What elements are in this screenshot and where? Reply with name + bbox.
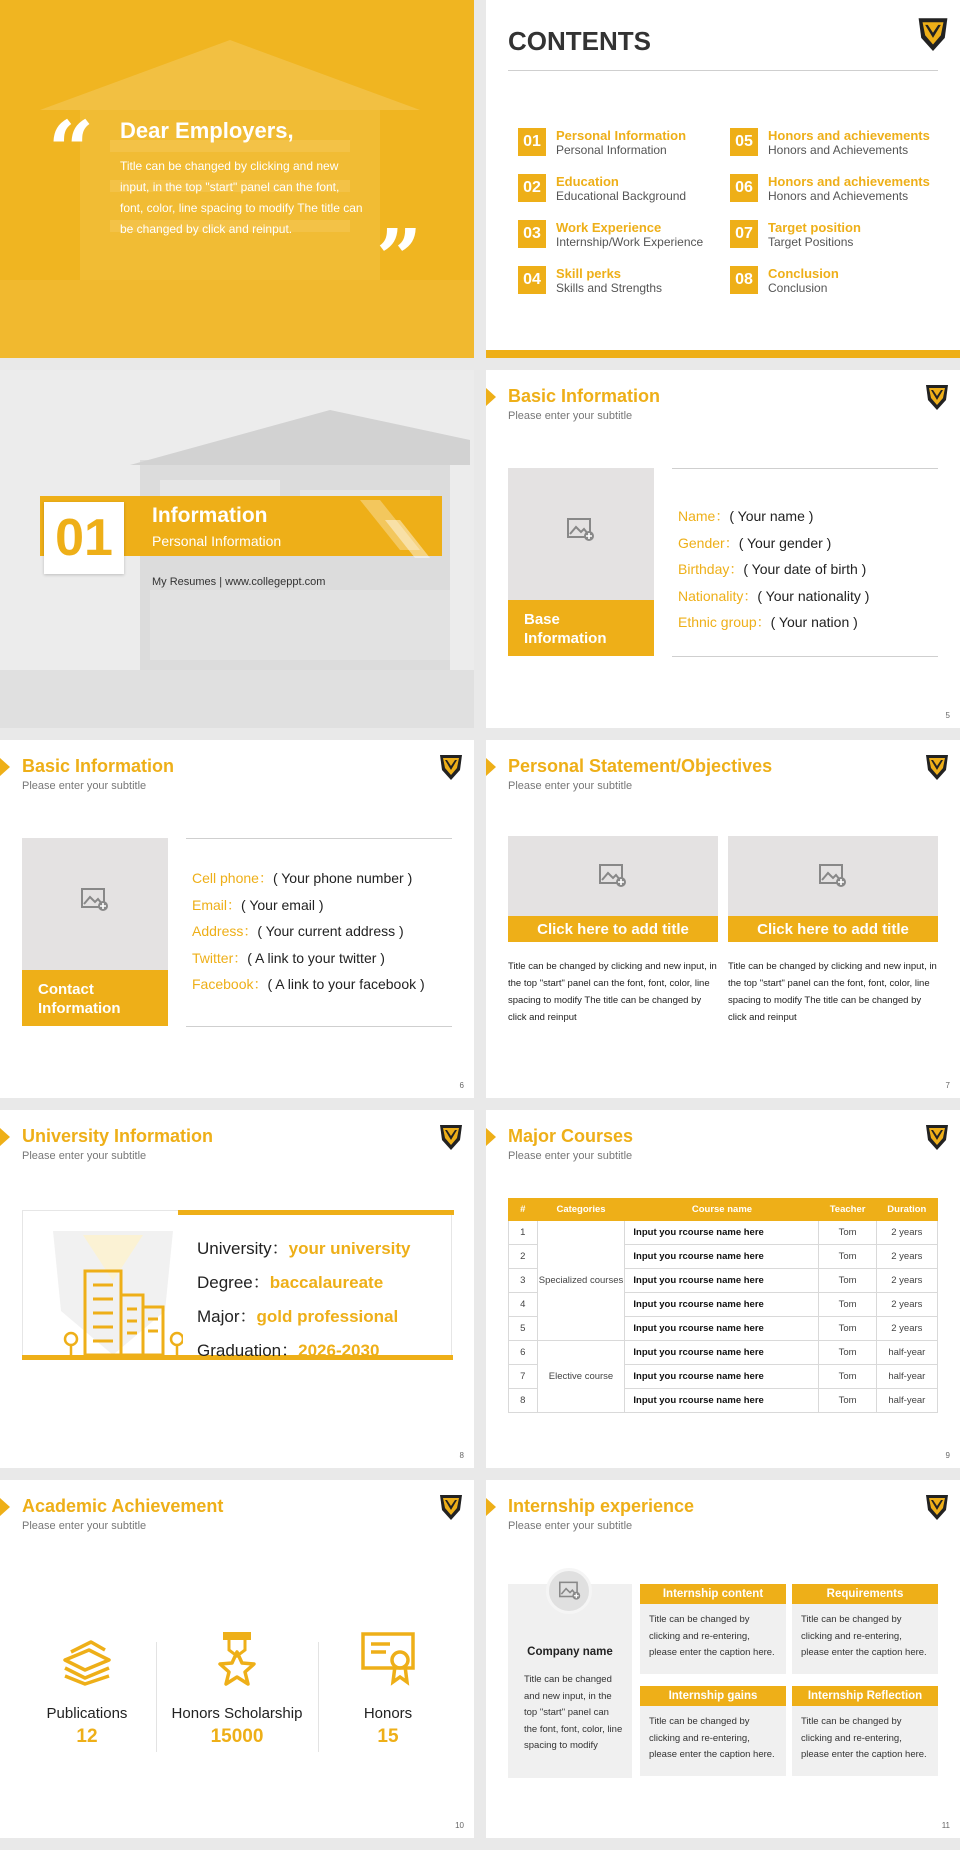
slide-section[interactable] — [0, 370, 474, 728]
contents-divider — [508, 70, 938, 71]
box-text: Title can be changed by clicking and re-entering, please enter the caption here. — [801, 1716, 927, 1760]
statement-text: Title can be changed by clicking and new input, in the top "start" panel can the font, font, color, line spacing to modify The title can be changed by click and reinput — [728, 961, 937, 1023]
image-add-icon — [819, 864, 847, 888]
contents-item-subtitle: Skills and Strengths — [556, 281, 663, 295]
achievement-item — [313, 1630, 463, 1748]
open-quote-icon: “ — [48, 103, 95, 197]
info-row — [192, 921, 404, 941]
contents-item-subtitle: Honors and Achievements — [768, 189, 909, 203]
title-marker — [486, 1498, 496, 1516]
contents-item-title: Personal Information — [556, 128, 687, 143]
university-row — [197, 1234, 411, 1259]
shield-logo-icon — [924, 1492, 950, 1522]
info-value: ( A link to your facebook ) — [267, 976, 425, 992]
slide-title: Internship experience — [508, 1496, 695, 1516]
table-row — [509, 1221, 938, 1245]
row-number: 8 — [509, 1389, 538, 1413]
page-number: 7 — [945, 1081, 950, 1090]
page-number: 11 — [941, 1821, 950, 1830]
contents-item[interactable] — [518, 172, 728, 208]
contents-title: CONTENTS — [508, 26, 651, 56]
contents-item-subtitle: Target Positions — [768, 235, 854, 249]
slide-basic-info[interactable] — [486, 370, 960, 728]
stripe-decoration-icon — [360, 500, 440, 560]
box-text: Title can be changed by clicking and re-entering, please enter the caption here. — [649, 1716, 775, 1760]
add-title-button[interactable]: Click here to add title — [508, 916, 718, 942]
contents-item-title: Honors and achievements — [768, 174, 930, 189]
contents-bottom-bar — [486, 350, 960, 358]
table-row — [509, 1341, 938, 1365]
box-text: Title can be changed by clicking and re-entering, please enter the caption here. — [801, 1614, 927, 1658]
statement-column — [728, 836, 938, 1026]
box-title: Internship content — [640, 1584, 786, 1604]
slide-academic-achievement[interactable] — [0, 1480, 474, 1838]
contents-item-title: Work Experience — [556, 220, 662, 235]
contents-item-title: Conclusion — [768, 266, 839, 281]
info-value: ( Your nationality ) — [757, 587, 870, 604]
row-number: 6 — [509, 1341, 538, 1365]
teacher-cell: Tom — [819, 1245, 876, 1269]
course-name-cell[interactable]: Input you rcourse name here — [625, 1365, 819, 1389]
shield-logo-icon — [924, 1122, 950, 1152]
slide-title: Academic Achievement — [22, 1496, 224, 1516]
company-description: Title can be changed and new input, in the top "start" panel can the font, font, color, line spacing to modify — [524, 1674, 623, 1751]
contents-item-subtitle: Conclusion — [768, 281, 828, 295]
add-title-button[interactable]: Click here to add title — [728, 916, 938, 942]
slide-subtitle: Please enter your subtitle — [22, 1150, 147, 1162]
info-label: Birthday： — [678, 561, 744, 577]
certificate-icon — [360, 1630, 416, 1686]
category-cell: Specialized courses — [537, 1221, 625, 1341]
university-building-icon — [43, 1221, 183, 1357]
contents-item-number: 02 — [518, 174, 546, 202]
category-cell: Elective course — [537, 1341, 625, 1413]
info-label: Address： — [192, 923, 258, 939]
achievement-value: 12 — [76, 1726, 98, 1747]
medal-icon — [209, 1630, 265, 1686]
university-label: Graduation： — [197, 1341, 299, 1360]
internship-box — [640, 1686, 786, 1776]
contents-item-number: 08 — [730, 266, 758, 294]
slide-subtitle: Please enter your subtitle — [22, 780, 147, 792]
course-name-cell[interactable]: Input you rcourse name here — [625, 1269, 819, 1293]
course-name-cell[interactable]: Input you rcourse name here — [625, 1221, 819, 1245]
course-name-cell[interactable]: Input you rcourse name here — [625, 1389, 819, 1413]
slide-title: Basic Information — [22, 756, 175, 776]
contents-item[interactable] — [730, 126, 940, 162]
info-label: Twitter： — [192, 949, 248, 966]
image-add-icon — [599, 864, 627, 888]
title-marker — [0, 758, 10, 776]
section-subtitle: Personal Information — [152, 533, 282, 549]
shield-logo-icon — [438, 752, 464, 782]
info-row — [192, 895, 324, 915]
university-label: Major： — [197, 1307, 257, 1326]
divider-bottom — [672, 656, 938, 657]
info-row — [192, 868, 412, 888]
slide-title: Major Courses — [508, 1126, 634, 1146]
achievement-label: Publications — [46, 1705, 128, 1722]
duration-cell: 2 years — [876, 1317, 937, 1341]
university-value: gold professional — [256, 1307, 399, 1326]
info-row — [678, 506, 813, 526]
statement-column — [508, 836, 718, 1026]
info-value: ( Your phone number ) — [272, 870, 413, 886]
internship-box — [640, 1584, 786, 1674]
teacher-cell: Tom — [819, 1269, 876, 1293]
info-row — [678, 533, 831, 553]
contents-item-subtitle: Educational Background — [556, 189, 687, 203]
books-icon — [59, 1630, 115, 1686]
contents-item-title: Target position — [768, 220, 861, 235]
photo-placeholder[interactable] — [508, 468, 654, 656]
university-row — [197, 1336, 379, 1361]
duration-cell: 2 years — [876, 1221, 937, 1245]
duration-cell: 2 years — [876, 1293, 937, 1317]
title-marker — [486, 758, 496, 776]
achievement-label: Honors — [363, 1705, 413, 1722]
divider-top — [186, 838, 452, 839]
info-row — [678, 612, 858, 632]
contents-item-subtitle: Personal Information — [556, 143, 667, 157]
university-label: University： — [197, 1239, 289, 1258]
shield-logo-icon — [916, 14, 950, 54]
slide-subtitle: Please enter your subtitle — [508, 780, 633, 792]
duration-cell: half-year — [876, 1389, 937, 1413]
title-marker — [0, 1128, 10, 1146]
table-header-cell: # — [509, 1199, 538, 1221]
company-photo-placeholder[interactable] — [546, 1568, 592, 1614]
info-value: ( Your name ) — [729, 508, 814, 524]
university-row — [197, 1302, 398, 1327]
photo-placeholder[interactable] — [22, 838, 168, 1026]
university-value: your university — [288, 1239, 411, 1258]
slide-subtitle: Please enter your subtitle — [22, 1520, 147, 1532]
course-name-cell[interactable]: Input you rcourse name here — [625, 1341, 819, 1365]
page-number: 6 — [459, 1081, 464, 1090]
section-number: 01 — [44, 502, 124, 574]
slide-subtitle: Please enter your subtitle — [508, 1520, 633, 1532]
teacher-cell: Tom — [819, 1317, 876, 1341]
title-marker — [486, 388, 496, 406]
info-label: Email： — [192, 896, 242, 913]
teacher-cell: Tom — [819, 1341, 876, 1365]
university-row — [197, 1268, 383, 1293]
contents-item[interactable] — [730, 264, 940, 300]
row-number: 4 — [509, 1293, 538, 1317]
image-add-icon — [559, 1581, 581, 1601]
duration-cell: half-year — [876, 1365, 937, 1389]
info-value: ( Your nation ) — [770, 614, 858, 630]
box-title: Internship gains — [640, 1686, 786, 1706]
slide-title: Basic Information — [508, 386, 661, 406]
slide-title: Personal Statement/Objectives — [508, 756, 773, 776]
divider-bottom — [186, 1026, 452, 1027]
teacher-cell: Tom — [819, 1221, 876, 1245]
info-label: Gender： — [678, 534, 739, 551]
photo-caption: Base Information — [508, 600, 654, 656]
row-number: 1 — [509, 1221, 538, 1245]
row-number: 2 — [509, 1245, 538, 1269]
contents-item-number: 01 — [518, 128, 546, 156]
slide-personal-statement[interactable] — [486, 740, 960, 1098]
info-label: Cell phone： — [192, 870, 273, 886]
contents-item[interactable] — [518, 126, 728, 162]
title-marker — [486, 1128, 496, 1146]
university-label: Degree： — [197, 1273, 270, 1292]
university-value: 2026-2030 — [298, 1341, 380, 1360]
slide-cover[interactable] — [0, 0, 474, 358]
row-number: 5 — [509, 1317, 538, 1341]
slide-contents[interactable] — [486, 0, 960, 358]
achievement-value: 15 — [377, 1726, 399, 1747]
contents-item-number: 03 — [518, 220, 546, 248]
page-number: 8 — [459, 1451, 464, 1460]
shield-logo-icon — [438, 1122, 464, 1152]
box-title: Requirements — [792, 1584, 938, 1604]
slide-subtitle: Please enter your subtitle — [508, 1150, 633, 1162]
row-number: 3 — [509, 1269, 538, 1293]
photo-placeholder[interactable] — [728, 836, 938, 916]
info-row — [192, 974, 425, 994]
course-name-cell[interactable]: Input you rcourse name here — [625, 1293, 819, 1317]
page-number: 9 — [945, 1451, 950, 1460]
info-label: Ethnic group： — [678, 614, 771, 630]
row-number: 7 — [509, 1365, 538, 1389]
table-header-cell: Course name — [625, 1199, 819, 1221]
slide-contact-info[interactable] — [0, 740, 474, 1098]
section-title: Information — [152, 504, 268, 527]
courses-table — [508, 1198, 938, 1413]
info-label: Nationality： — [678, 587, 758, 604]
divider — [156, 1642, 157, 1752]
divider-top — [672, 468, 938, 469]
card-top-bar — [178, 1210, 454, 1215]
cover-body: Title can be changed by clicking and new input, in the top "start" panel can the font, font, color, line spacing to modify The title can be changed by click and reinput. — [120, 159, 363, 236]
slide-title: University Information — [22, 1126, 214, 1146]
info-value: ( A link to your twitter ) — [247, 949, 385, 966]
info-value: ( Your gender ) — [738, 534, 832, 551]
achievement-item — [162, 1630, 312, 1748]
photo-caption: Contact Information — [22, 970, 168, 1026]
info-row — [678, 586, 869, 606]
achievement-item — [12, 1630, 162, 1748]
contents-item-title: Skill perks — [556, 266, 622, 281]
company-card — [508, 1584, 632, 1778]
contents-item-subtitle: Honors and Achievements — [768, 143, 909, 157]
achievement-label: Honors Scholarship — [171, 1705, 303, 1722]
duration-cell: 2 years — [876, 1245, 937, 1269]
shield-logo-icon — [924, 752, 950, 782]
slide-subtitle: Please enter your subtitle — [508, 410, 633, 422]
course-name-cell[interactable]: Input you rcourse name here — [625, 1245, 819, 1269]
info-row — [192, 948, 385, 968]
info-value: ( Your email ) — [241, 896, 324, 913]
statement-text: Title can be changed by clicking and new input, in the top "start" panel can the font, font, color, line spacing to modify The title can be changed by click and reinput — [508, 961, 717, 1023]
internship-box — [792, 1584, 938, 1674]
internship-box — [792, 1686, 938, 1776]
table-header-cell: Duration — [876, 1199, 937, 1221]
table-header-cell: Categories — [537, 1199, 625, 1221]
table-header-cell: Teacher — [819, 1199, 876, 1221]
duration-cell: half-year — [876, 1341, 937, 1365]
info-label: Facebook： — [192, 976, 268, 992]
teacher-cell: Tom — [819, 1389, 876, 1413]
box-text: Title can be changed by clicking and re-entering, please enter the caption here. — [649, 1614, 775, 1658]
slide-major-courses[interactable] — [486, 1110, 960, 1468]
info-value: ( Your date of birth ) — [743, 561, 867, 577]
slide-university-info[interactable] — [0, 1110, 474, 1468]
image-add-icon — [567, 518, 595, 542]
achievement-value: 15000 — [210, 1726, 264, 1747]
contents-item[interactable] — [730, 172, 940, 208]
info-label: Name： — [678, 508, 730, 524]
contents-item[interactable] — [518, 264, 728, 300]
company-name: Company name — [527, 1646, 613, 1658]
info-value: ( Your current address ) — [257, 923, 404, 939]
close-quote-icon: ” — [376, 211, 423, 305]
teacher-cell: Tom — [819, 1293, 876, 1317]
photo-placeholder[interactable] — [508, 836, 718, 916]
cover-title: Dear Employers, — [120, 118, 294, 143]
contents-item[interactable] — [518, 218, 728, 254]
box-title: Internship Reflection — [792, 1686, 938, 1706]
contents-item-number: 05 — [730, 128, 758, 156]
contents-item-number: 04 — [518, 266, 546, 294]
image-add-icon — [81, 888, 109, 912]
contents-item-title: Honors and achievements — [768, 128, 930, 143]
contents-item[interactable] — [730, 218, 940, 254]
page-number: 10 — [455, 1821, 464, 1830]
university-value: baccalaureate — [269, 1273, 384, 1292]
course-name-cell[interactable]: Input you rcourse name here — [625, 1317, 819, 1341]
shield-logo-icon — [438, 1492, 464, 1522]
contents-item-number: 06 — [730, 174, 758, 202]
contents-item-subtitle: Internship/Work Experience — [556, 235, 704, 249]
contents-item-number: 07 — [730, 220, 758, 248]
contents-item-title: Education — [556, 174, 619, 189]
title-marker — [0, 1498, 10, 1516]
teacher-cell: Tom — [819, 1365, 876, 1389]
section-footer: My Resumes | www.collegeppt.com — [152, 576, 326, 588]
duration-cell: 2 years — [876, 1269, 937, 1293]
info-row — [678, 559, 866, 579]
page-number: 5 — [945, 711, 950, 720]
slide-internship-experience[interactable] — [486, 1480, 960, 1838]
shield-logo-icon — [924, 382, 950, 412]
